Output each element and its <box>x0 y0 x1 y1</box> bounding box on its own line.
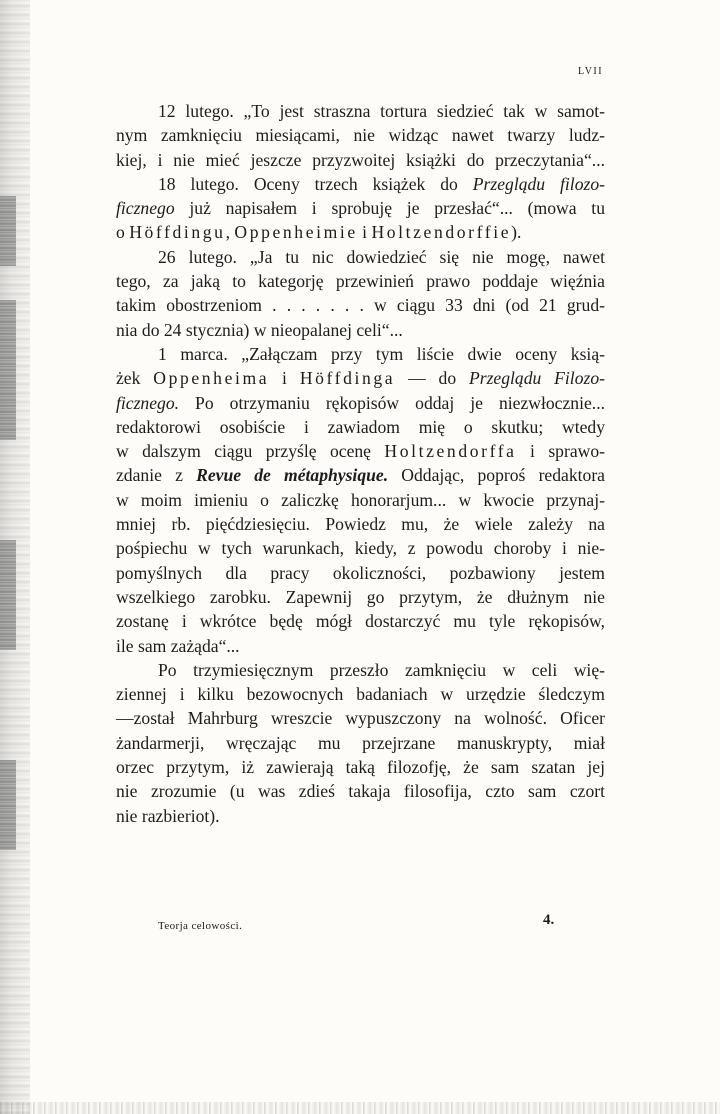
text-line: 18 lutego. Oceny trzech książek do Przeglądu filozo- <box>158 173 605 194</box>
signature-mark: 4. <box>543 912 555 928</box>
text-line: w moim imieniu o zaliczkę honorarjum... w kwocie przynaj- <box>116 489 605 510</box>
text-line: pomyślnych dla pracy okoliczności, pozbawiony jestem <box>116 562 605 583</box>
journal-title: ficznego. <box>116 392 180 413</box>
text-line: nym zamknięciu miesiącami, nie widząc nawet twarzy ludz- <box>116 125 605 146</box>
text-line: żek Oppenheima i Höffdinga — do Przeglądu Filozo- <box>116 368 605 389</box>
text-line: ile sam zażąda“... <box>116 635 240 656</box>
text-line: zostanę i wkrótce będę mógł dostarczyć mu tyle rękopisów, <box>116 611 605 632</box>
binding-gutter-mark <box>0 540 16 650</box>
text-line: kiej, i nie mieć jeszcze przyzwoitej książki do przeczytania“... <box>116 149 605 170</box>
text-line: o Höffdingu, Oppenheimie i Holtzendorffie). <box>116 222 522 243</box>
binding-gutter-mark <box>0 760 16 850</box>
text-line: ficznego. Po otrzymaniu rękopisów oddaj je niezwłocznie... <box>116 392 605 413</box>
text-line: —został Mahrburg wreszcie wypuszczony na wolność. Oficer <box>116 708 605 729</box>
bottom-scan-edge <box>0 1102 720 1114</box>
text-line: orzec przytym, iż zawierają taką filozofję, że sam szatan jej <box>116 757 605 778</box>
text-line: 26 lutego. „Ja tu nic dowiedzieć się nie mogę, nawet <box>158 246 605 267</box>
text-line: ziennej i kilku bezowocnych badaniach w urzędzie śledczym <box>116 684 605 705</box>
text-line: 1 marca. „Załączam przy tym liście dwie oceny ksią- <box>158 343 605 364</box>
text-line: pośpiechu w tych warunkach, kiedy, z powodu choroby i nie- <box>116 538 605 559</box>
text-line: redaktorowi osobiście i zawiadom mię o skutku; wtedy <box>116 416 605 437</box>
journal-title: ficznego <box>116 198 175 219</box>
spaced-name: Oppenheimie <box>234 222 358 243</box>
spaced-name: Holtzendorffa <box>384 441 517 462</box>
text-line: nia do 24 stycznia) w nieopalanej celi“... <box>116 319 403 340</box>
text-line: takim obostrzeniom . . . . . . . w ciągu 33 dni (od 21 grud- <box>116 295 605 316</box>
journal-title: Przeglądu filozo- <box>472 173 605 194</box>
spaced-name: Oppenheima <box>153 368 270 389</box>
text-line: ficznego już napisałem i sprobuję je przesłać“... (mowa tu <box>116 198 605 219</box>
binding-gutter-mark <box>0 196 16 266</box>
body-text <box>116 99 605 828</box>
journal-title: Revue de métaphysique. <box>196 465 389 486</box>
text-line: Po trzymiesięcznym przeszło zamknięciu w celi wię- <box>158 659 605 680</box>
text-line: nie zrozumie (u was zdieś takaja filosofija, czto sam czort <box>116 781 605 802</box>
spaced-name: Höffdinga <box>299 368 396 389</box>
text-line: żandarmerji, wręczając mu przejrzane manuskrypty, miał <box>116 732 605 753</box>
spaced-name: Höffdingu <box>129 222 226 243</box>
text-line: nie razbieriot). <box>116 805 220 826</box>
spaced-name: Holtzendorffie <box>371 222 512 243</box>
text-line: zdanie z Revue de métaphysique. Oddając, poproś redaktora <box>116 465 605 486</box>
text-line: w dalszym ciągu przyślę ocenę Holtzendorffa i sprawo- <box>116 441 605 462</box>
text-line: tego, za jaką to kategorję przewinień prawo poddaje więźnia <box>116 271 605 292</box>
journal-title: Przeglądu Filozo- <box>468 368 605 389</box>
page-number: LVII <box>578 66 604 77</box>
text-line: mniej rb. pięćdziesięciu. Powiedz mu, że wiele zależy na <box>116 514 605 535</box>
text-line: 12 lutego. „To jest straszna tortura siedzieć tak w samot- <box>158 101 605 121</box>
text-line: wszelkiego zarobku. Zapewnij go przytym, że dłużnym nie <box>116 586 605 607</box>
binding-gutter-mark <box>0 300 16 440</box>
footer-book-title: Teorja celowości. <box>158 920 243 932</box>
